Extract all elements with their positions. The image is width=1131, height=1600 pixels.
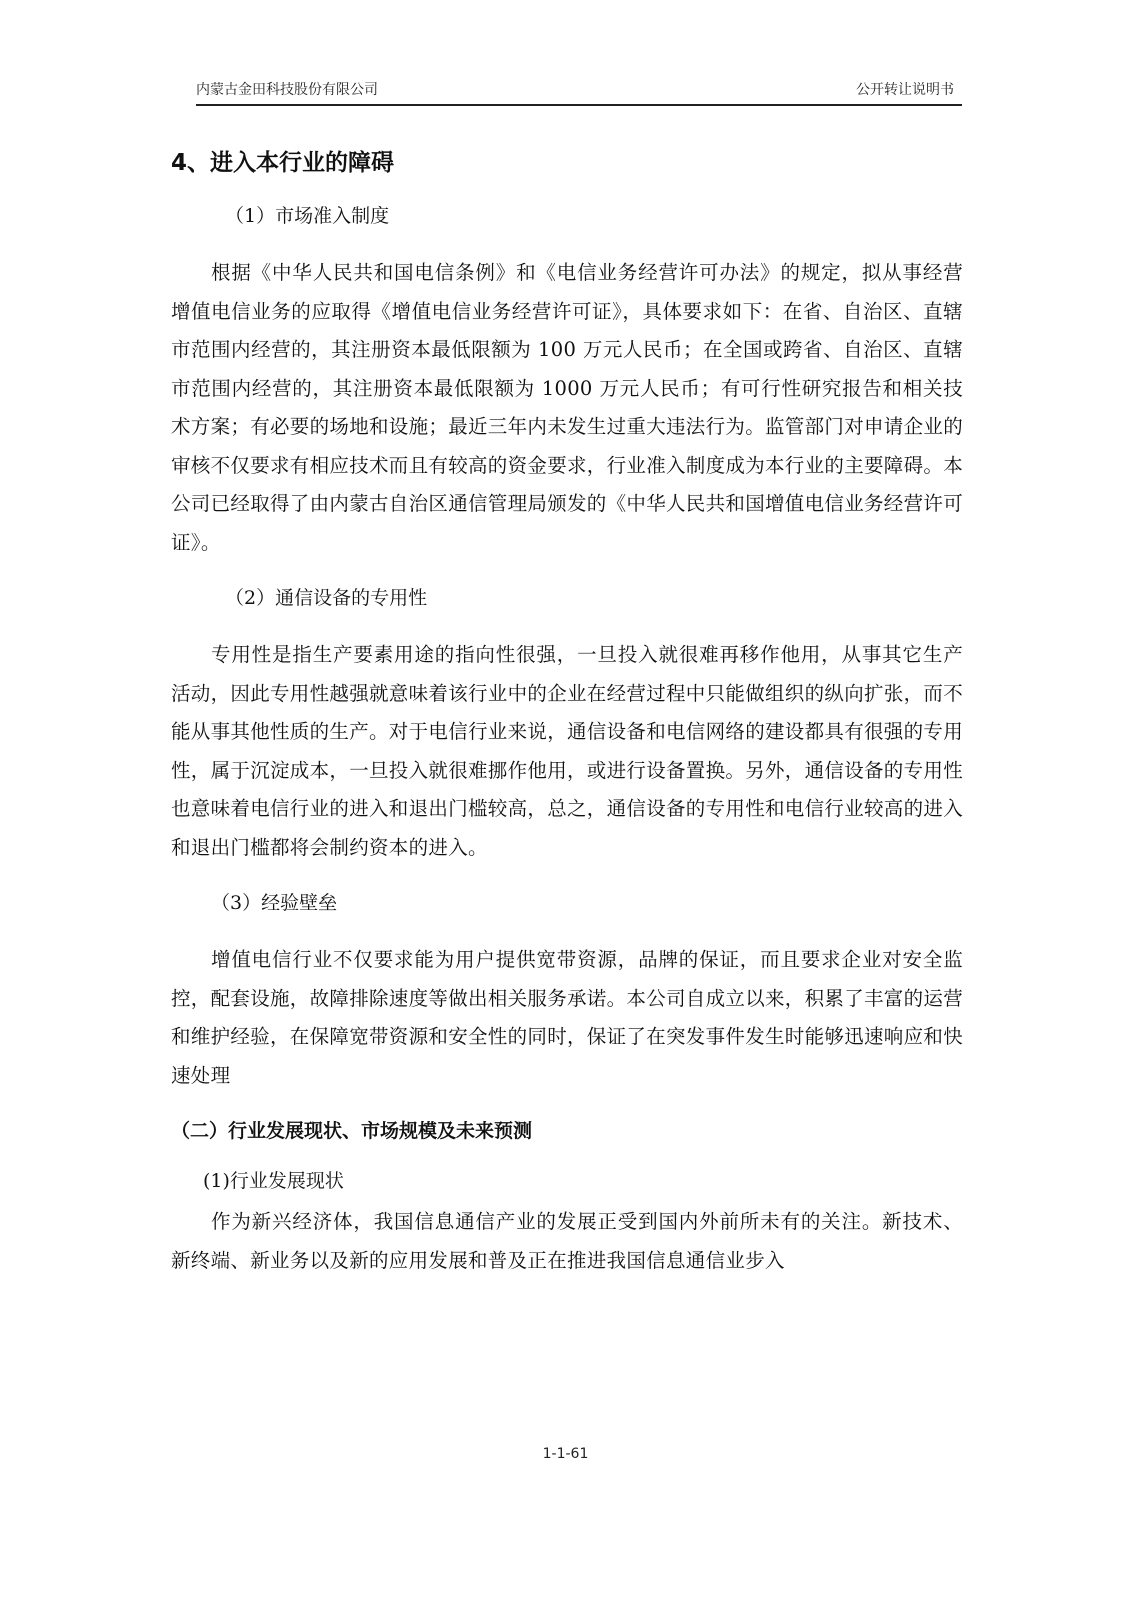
subheading-market-access: （1）市场准入制度 <box>225 205 390 227</box>
section-title-barriers: 4、进入本行业的障碍 <box>171 150 395 176</box>
subheading-equipment-specificity: （2）通信设备的专用性 <box>225 587 428 609</box>
subheading-experience-barrier: （3）经验壁垒 <box>211 892 338 914</box>
header-document-type: 公开转让说明书 <box>856 82 954 98</box>
paragraph-market-access: 根据《中华人民共和国电信条例》和《电信业务经营许可办法》的规定，拟从事经营增值电信业务的应取得《增值电信业务经营许可证》，具体要求如下：在省、自治区、直辖市范围内经营的，其注册资本最低限额为 100 万元人民币；在全国或跨省、自治区、直辖市范围内经营的，其注册资本最低限额为 1000 万元人民币；有可行性研究报告和相关技术方案；有必要的场地和设施；最近三年内未发生过重大违法行为。监管部门对申请企业的审核不仅要求有相应技术而且有较高的资金要求，行业准入制度成为本行业的主要障碍。本公司已经取得了由内蒙古自治区通信管理局颁发的《中华人民共和国增值电信业务经营许可证》。 <box>171 261 964 554</box>
paragraph-equipment-specificity: 专用性是指生产要素用途的指向性很强，一旦投入就很难再移作他用，从事其它生产活动，因此专用性越强就意味着该行业中的企业在经营过程中只能做组织的纵向扩张，而不能从事其他性质的生产。对于电信行业来说，通信设备和电信网络的建设都具有很强的专用性，属于沉淀成本，一旦投入就很难挪作他用，或进行设备置换。另外，通信设备的专用性也意味着电信行业的进入和退出门槛较高，总之，通信设备的专用性和电信行业较高的进入和退出门槛都将会制约资本的进入。 <box>171 643 964 859</box>
paragraph-experience-barrier: 增值电信行业不仅要求能为用户提供宽带资源，品牌的保证，而且要求企业对安全监控，配套设施，故障排除速度等做出相关服务承诺。本公司自成立以来，积累了丰富的运营和维护经验，在保障宽带资源和安全性的同时，保证了在突发事件发生时能够迅速响应和快速处理 <box>171 948 964 1087</box>
subheading-industry-status: (1)行业发展现状 <box>203 1170 344 1192</box>
header-company-name: 内蒙古金田科技股份有限公司 <box>196 82 378 98</box>
paragraph-industry-status: 作为新兴经济体，我国信息通信产业的发展正受到国内外前所未有的关注。新技术、新终端、新业务以及新的应用发展和普及正在推进我国信息通信业步入 <box>171 1210 963 1272</box>
page-header <box>196 76 962 106</box>
page-body <box>171 146 963 1280</box>
page-number: 1-1-61 <box>542 1446 589 1462</box>
section-title-industry-status: （二）行业发展现状、市场规模及未来预测 <box>171 1120 533 1142</box>
